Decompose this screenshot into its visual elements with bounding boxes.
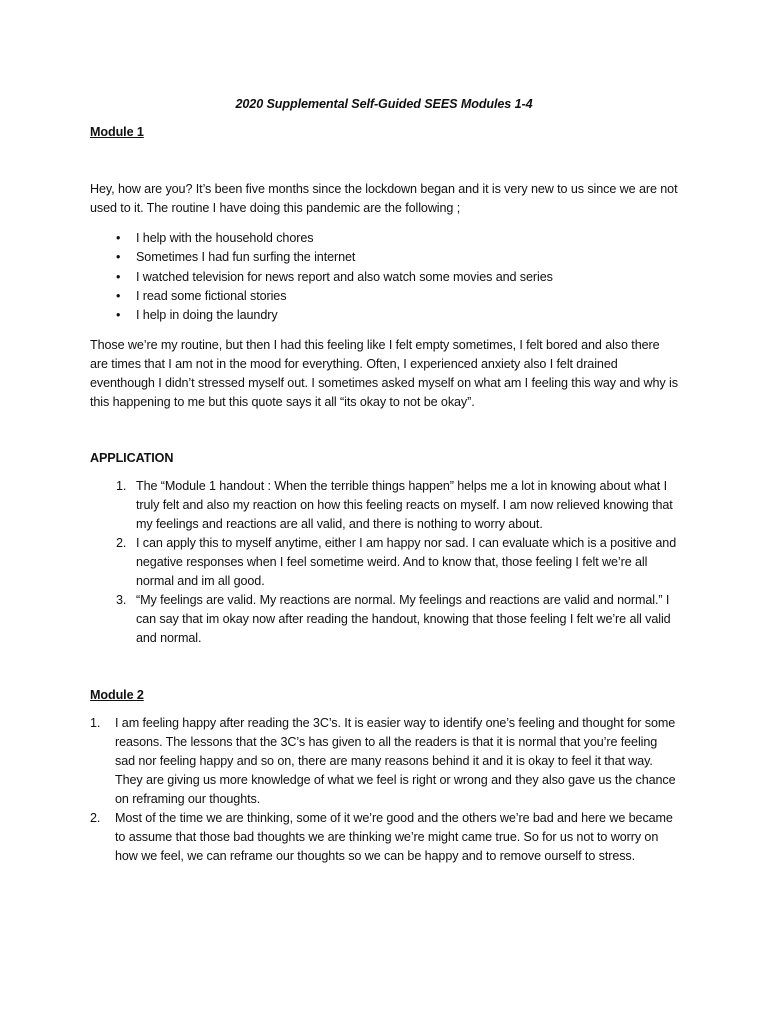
list-item-text: “My feelings are valid. My reactions are normal. My feelings and reactions are valid and normal.” I can say that im okay now after reading the handout, knowing that those feeling I felt we’re all valid and normal. xyxy=(136,593,671,645)
list-item xyxy=(90,591,680,648)
module-2-list xyxy=(90,714,680,866)
item-number: 3. xyxy=(116,593,127,607)
bullet-icon: • xyxy=(116,250,121,265)
list-item xyxy=(90,714,680,809)
list-item xyxy=(90,534,680,591)
list-item xyxy=(90,248,680,267)
bullet-icon: • xyxy=(116,231,121,245)
list-item-text: Sometimes I had fun surfing the internet xyxy=(136,250,356,265)
reflection-paragraph: Those we’re my routine, but then I had this feeling like I felt empty sometimes, I felt bored and also there are times that I am not in the mood for everything. Often, I experienced anxiety also I felt drained eventhough I didn’t stressed myself out. I sometimes asked myself on what am I feeling this way and why is this happening to me but this quote says it all “its okay to not be okay”. xyxy=(90,338,678,409)
list-item-text: Most of the time we are thinking, some of it we’re good and the others we’re bad and here we became to assume that those bad thoughts we are thinking we’re might came true. So for us not to worry on how we feel, we can reframe our thoughts so we can be happy and to remove ourself to stress. xyxy=(115,811,673,863)
list-item-text: I help in doing the laundry xyxy=(136,308,278,323)
application-heading: APPLICATION xyxy=(90,451,174,465)
item-number: 2. xyxy=(90,811,101,825)
list-item xyxy=(90,287,680,306)
list-item-text: I can apply this to myself anytime, either I am happy nor sad. I can evaluate which is a positive and negative responses when I feel sometime weird. And to know that, those feeling I felt we’re all normal and im all good. xyxy=(136,536,677,588)
item-number: 2. xyxy=(116,536,127,550)
list-item-text: The “Module 1 handout : When the terrible things happen” helps me a lot in knowing about what I truly felt and also my reaction on how this feeling reacts on myself. I am now relieved knowing that my feelings and reactions are all valid, and there is nothing to worry about. xyxy=(136,479,673,531)
bullet-icon: • xyxy=(116,308,121,323)
list-item xyxy=(90,477,680,534)
list-item-text: I help with the household chores xyxy=(136,231,314,245)
list-item-text: I am feeling happy after reading the 3C’s. It is easier way to identify one’s feeling and thought for some reasons. The lessons that the 3C’s has given to all the readers is that it is normal that you’re feeling sad nor feeling happy and so on, there are many reasons behind it and it is okay to feel it that way. They are giving us more knowledge of what we feel is right or wrong and they also gave us the chance on reframing our thoughts. xyxy=(115,716,676,806)
list-item xyxy=(90,229,680,248)
list-item xyxy=(90,268,680,287)
application-list xyxy=(90,477,680,648)
intro-paragraph: Hey, how are you? It’s been five months since the lockdown began and it is very new to us since we are not used to it. The routine I have doing this pandemic are the following ; xyxy=(90,182,678,215)
module-2-heading: Module 2 xyxy=(90,688,144,702)
module-1-heading: Module 1 xyxy=(90,125,144,139)
bullet-icon: • xyxy=(116,288,121,303)
list-item-text: I read some fictional stories xyxy=(136,288,287,303)
document-title: 2020 Supplemental Self-Guided SEES Modules 1-4 xyxy=(235,97,533,111)
item-number: 1. xyxy=(116,479,127,493)
item-number: 1. xyxy=(90,716,101,730)
routine-list xyxy=(90,229,680,325)
list-item-text: I watched television for news report and also watch some movies and series xyxy=(136,269,553,284)
bullet-icon: • xyxy=(116,269,121,284)
list-item xyxy=(90,306,680,325)
list-item xyxy=(90,809,680,866)
